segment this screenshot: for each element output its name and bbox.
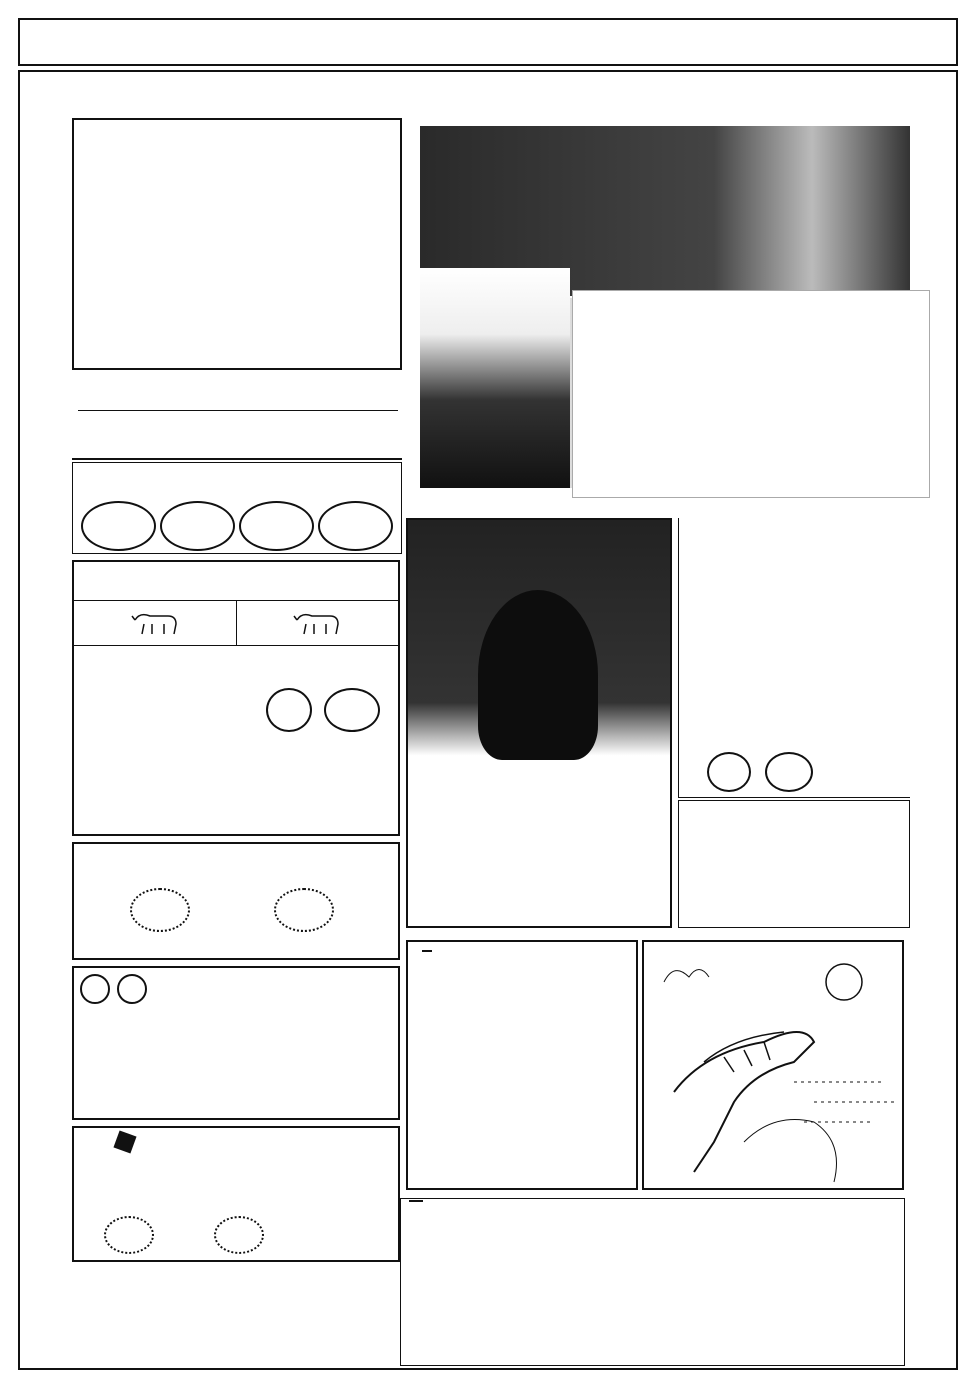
gift-number — [117, 974, 147, 1004]
footnote-row — [72, 1286, 402, 1306]
newyear-number — [104, 1216, 154, 1254]
woman-photo — [420, 268, 570, 488]
tiger-illustration — [642, 940, 904, 1190]
lucky-zodiac-panel — [72, 560, 400, 836]
gift-panel — [72, 966, 400, 1120]
baibo-photo-panel — [406, 518, 672, 928]
mark-six-strip-top — [30, 80, 930, 100]
predict-panel — [72, 842, 400, 960]
results-title — [409, 1200, 423, 1202]
footnotes — [72, 1266, 402, 1326]
ox-icon — [74, 601, 237, 645]
supply-number — [765, 752, 813, 792]
mark-six-strip-left — [26, 110, 58, 1360]
wangbang-numbers — [81, 501, 393, 551]
footnote-row — [72, 1266, 402, 1286]
zodiac-images — [74, 600, 398, 646]
wangbang-number — [239, 501, 314, 551]
results-grid — [541, 1215, 901, 1361]
zodiac-puzzle-panel — [72, 118, 402, 370]
lucky-number — [324, 688, 380, 732]
current-special-panel — [72, 372, 402, 460]
footnote-row — [72, 1306, 402, 1326]
results-table — [400, 1198, 905, 1366]
banner-panel — [410, 118, 915, 506]
firecracker-icon — [113, 1130, 136, 1153]
analysis-supply — [693, 752, 813, 792]
predict-number — [274, 888, 334, 932]
reminder-panel — [678, 800, 910, 928]
predict-number — [130, 888, 190, 932]
wangbang-number — [160, 501, 235, 551]
newyear-number — [214, 1216, 264, 1254]
newyear-panel — [72, 1126, 400, 1262]
ox-icon — [237, 601, 399, 645]
supply-number — [707, 752, 751, 792]
mark-six-strip-right — [920, 90, 952, 1360]
attached-panel — [406, 940, 638, 1190]
gift-label — [80, 974, 147, 1009]
newyear-title — [116, 1132, 134, 1157]
lucky-number — [266, 688, 312, 732]
wangbang-panel — [72, 462, 402, 554]
tiger-drawing-icon — [644, 942, 902, 1188]
wangbang-number — [318, 501, 393, 551]
woman-silhouette — [478, 590, 598, 760]
attached-title — [422, 950, 432, 952]
wangbang-number — [81, 501, 156, 551]
header-bar — [18, 18, 958, 66]
puzzle-grid — [96, 170, 386, 338]
redacted-block — [572, 290, 930, 498]
gift-number — [80, 974, 110, 1004]
analysis-panel — [678, 518, 910, 798]
current-special-items — [78, 410, 398, 458]
gift-color — [84, 1054, 102, 1078]
